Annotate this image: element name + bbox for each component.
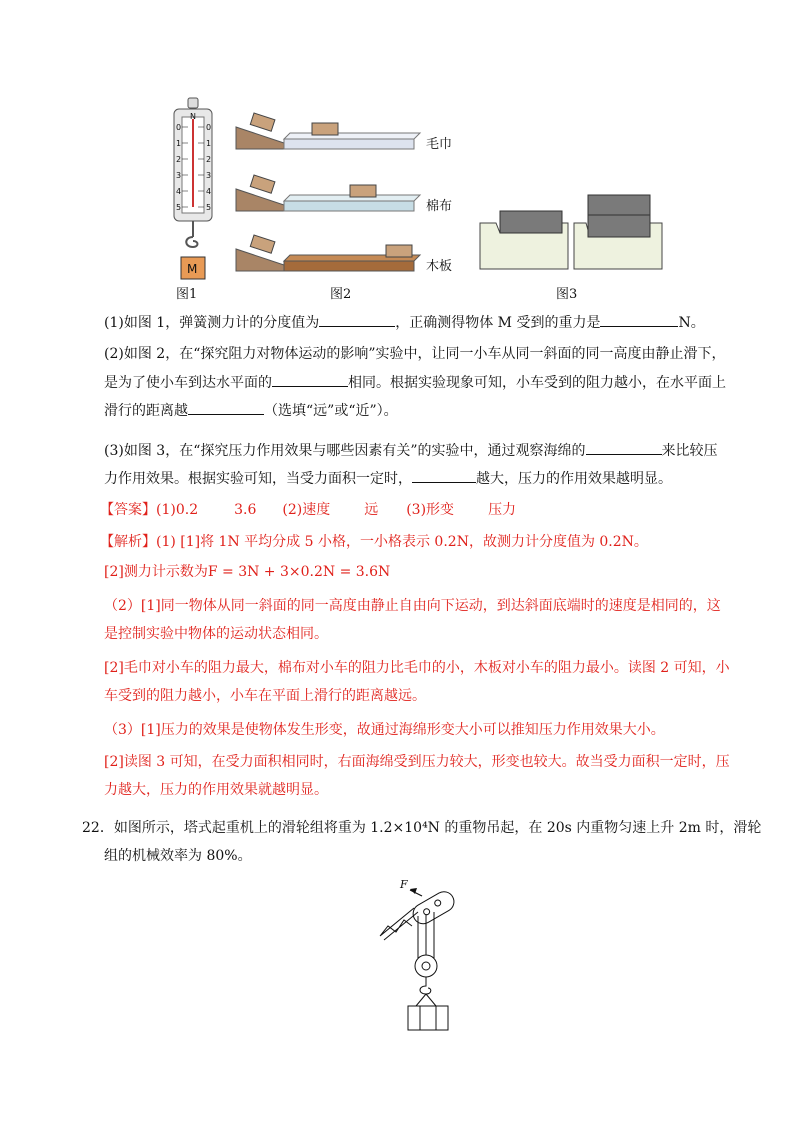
answer-line <box>100 500 516 520</box>
ramp-surfaces-figure <box>232 99 432 279</box>
analysis-tag: 【解析】 <box>100 534 156 550</box>
analysis-line-2: [2]测力计示数为F = 3N + 3×0.2N = 3.6N <box>104 564 391 580</box>
svg-text:1: 1 <box>206 139 212 148</box>
analysis-line-8: [2]读图 3 可知，在受力面积相同时，右面海绵受到压力较大，形变也较大。故当受力面积一定时，压 <box>104 754 730 770</box>
answer-blank[interactable] <box>412 468 476 483</box>
question-1: (1)如图 1，弹簧测力计的分度值为 ，正确测得物体 M 受到的重力是 N。 <box>104 312 705 333</box>
answer-blank[interactable] <box>600 312 678 327</box>
question-3-line1: (3)如图 3，在“探究压力作用效果与哪些因素有关”的实验中，通过观察海绵的 来比较压 <box>104 440 718 461</box>
weight-label: M <box>187 262 198 276</box>
analysis-line-4: 是控制实验中物体的运动状态相同。 <box>104 626 328 642</box>
formula: F = 3N + 3×0.2N = 3.6N <box>207 564 391 580</box>
answer-item: (2)速度 <box>282 502 331 518</box>
surface-label-wood: 木板 <box>426 259 453 274</box>
answer-blank[interactable] <box>586 440 662 455</box>
scale-unit: N <box>190 112 196 121</box>
svg-text:5: 5 <box>206 203 212 212</box>
question-2-line3: 滑行的距离越 （选填“远”或“近”）。 <box>104 400 398 421</box>
svg-text:3: 3 <box>176 171 182 180</box>
analysis-line-1: 【解析】(1) [1]将 1N 平均分成 5 小格，一小格表示 0.2N，故测力计分度值为 0.2N。 <box>100 534 648 550</box>
question-2-line2: 是为了使小车到达水平面的 相同。根据实验现象可知，小车受到的阻力越小，在水平面上 <box>104 372 726 393</box>
answer-item: 压力 <box>488 502 517 518</box>
answer-tag: 【答案】 <box>100 502 156 518</box>
analysis-line-7: （3）[1]压力的效果是使物体发生形变，故通过海绵形变大小可以推知压力作用效果大小。 <box>104 722 665 738</box>
fig1-caption: 图1 <box>176 287 198 302</box>
svg-text:0: 0 <box>176 123 182 132</box>
answer-item: 远 <box>364 502 379 518</box>
question-3-line2: 力作用效果。根据实验可知，当受力面积一定时， 越大，压力的作用效果越明显。 <box>104 468 672 489</box>
fig3-caption: 图3 <box>556 287 578 302</box>
svg-text:0: 0 <box>206 123 212 132</box>
surface-label-cotton: 棉布 <box>426 199 453 214</box>
question-22-line1: 22．如图所示，塔式起重机上的滑轮组将重为 1.2×10⁴N 的重物吊起，在 20s 内重物匀速上升 2m 时，滑轮 <box>82 820 762 836</box>
svg-text:2: 2 <box>206 155 212 164</box>
fig2-caption: 图2 <box>330 287 352 302</box>
svg-text:4: 4 <box>206 187 212 196</box>
force-label: F <box>400 878 408 891</box>
svg-text:1: 1 <box>176 139 182 148</box>
crane-pulley-figure <box>374 876 484 1036</box>
question-2-line1: (2)如图 2，在“探究阻力对物体运动的影响”实验中，让同一小车从同一斜面的同一高度由静止滑下， <box>104 346 726 362</box>
surface-label-towel: 毛巾 <box>426 137 453 152</box>
svg-text:5: 5 <box>176 203 182 212</box>
experiment-figures <box>160 95 680 305</box>
answer-item: (1)0.2 <box>156 502 199 518</box>
svg-text:4: 4 <box>176 187 182 196</box>
answer-item: (3)形变 <box>406 502 455 518</box>
answer-blank[interactable] <box>319 312 395 327</box>
answer-blank[interactable] <box>188 400 264 415</box>
question-22-line2: 组的机械效率为 80%。 <box>104 848 252 864</box>
analysis-line-5: [2]毛巾对小车的阻力最大，棉布对小车的阻力比毛巾的小，木板对小车的阻力最小。读图 2 可知，小 <box>104 660 730 676</box>
analysis-line-9: 力越大，压力的作用效果就越明显。 <box>104 782 328 798</box>
answer-blank[interactable] <box>272 372 348 387</box>
svg-text:3: 3 <box>206 171 212 180</box>
answer-item: 3.6 <box>234 502 257 518</box>
svg-text:2: 2 <box>176 155 182 164</box>
spring-scale-figure <box>166 95 226 295</box>
analysis-line-6: 车受到的阻力越小，小车在平面上滑行的距离越远。 <box>104 688 426 704</box>
sponge-pressure-figure <box>478 191 668 271</box>
analysis-line-3: （2）[1]同一物体从同一斜面的同一高度由静止自由向下运动，到达斜面底端时的速度是相同的，这 <box>104 598 721 614</box>
